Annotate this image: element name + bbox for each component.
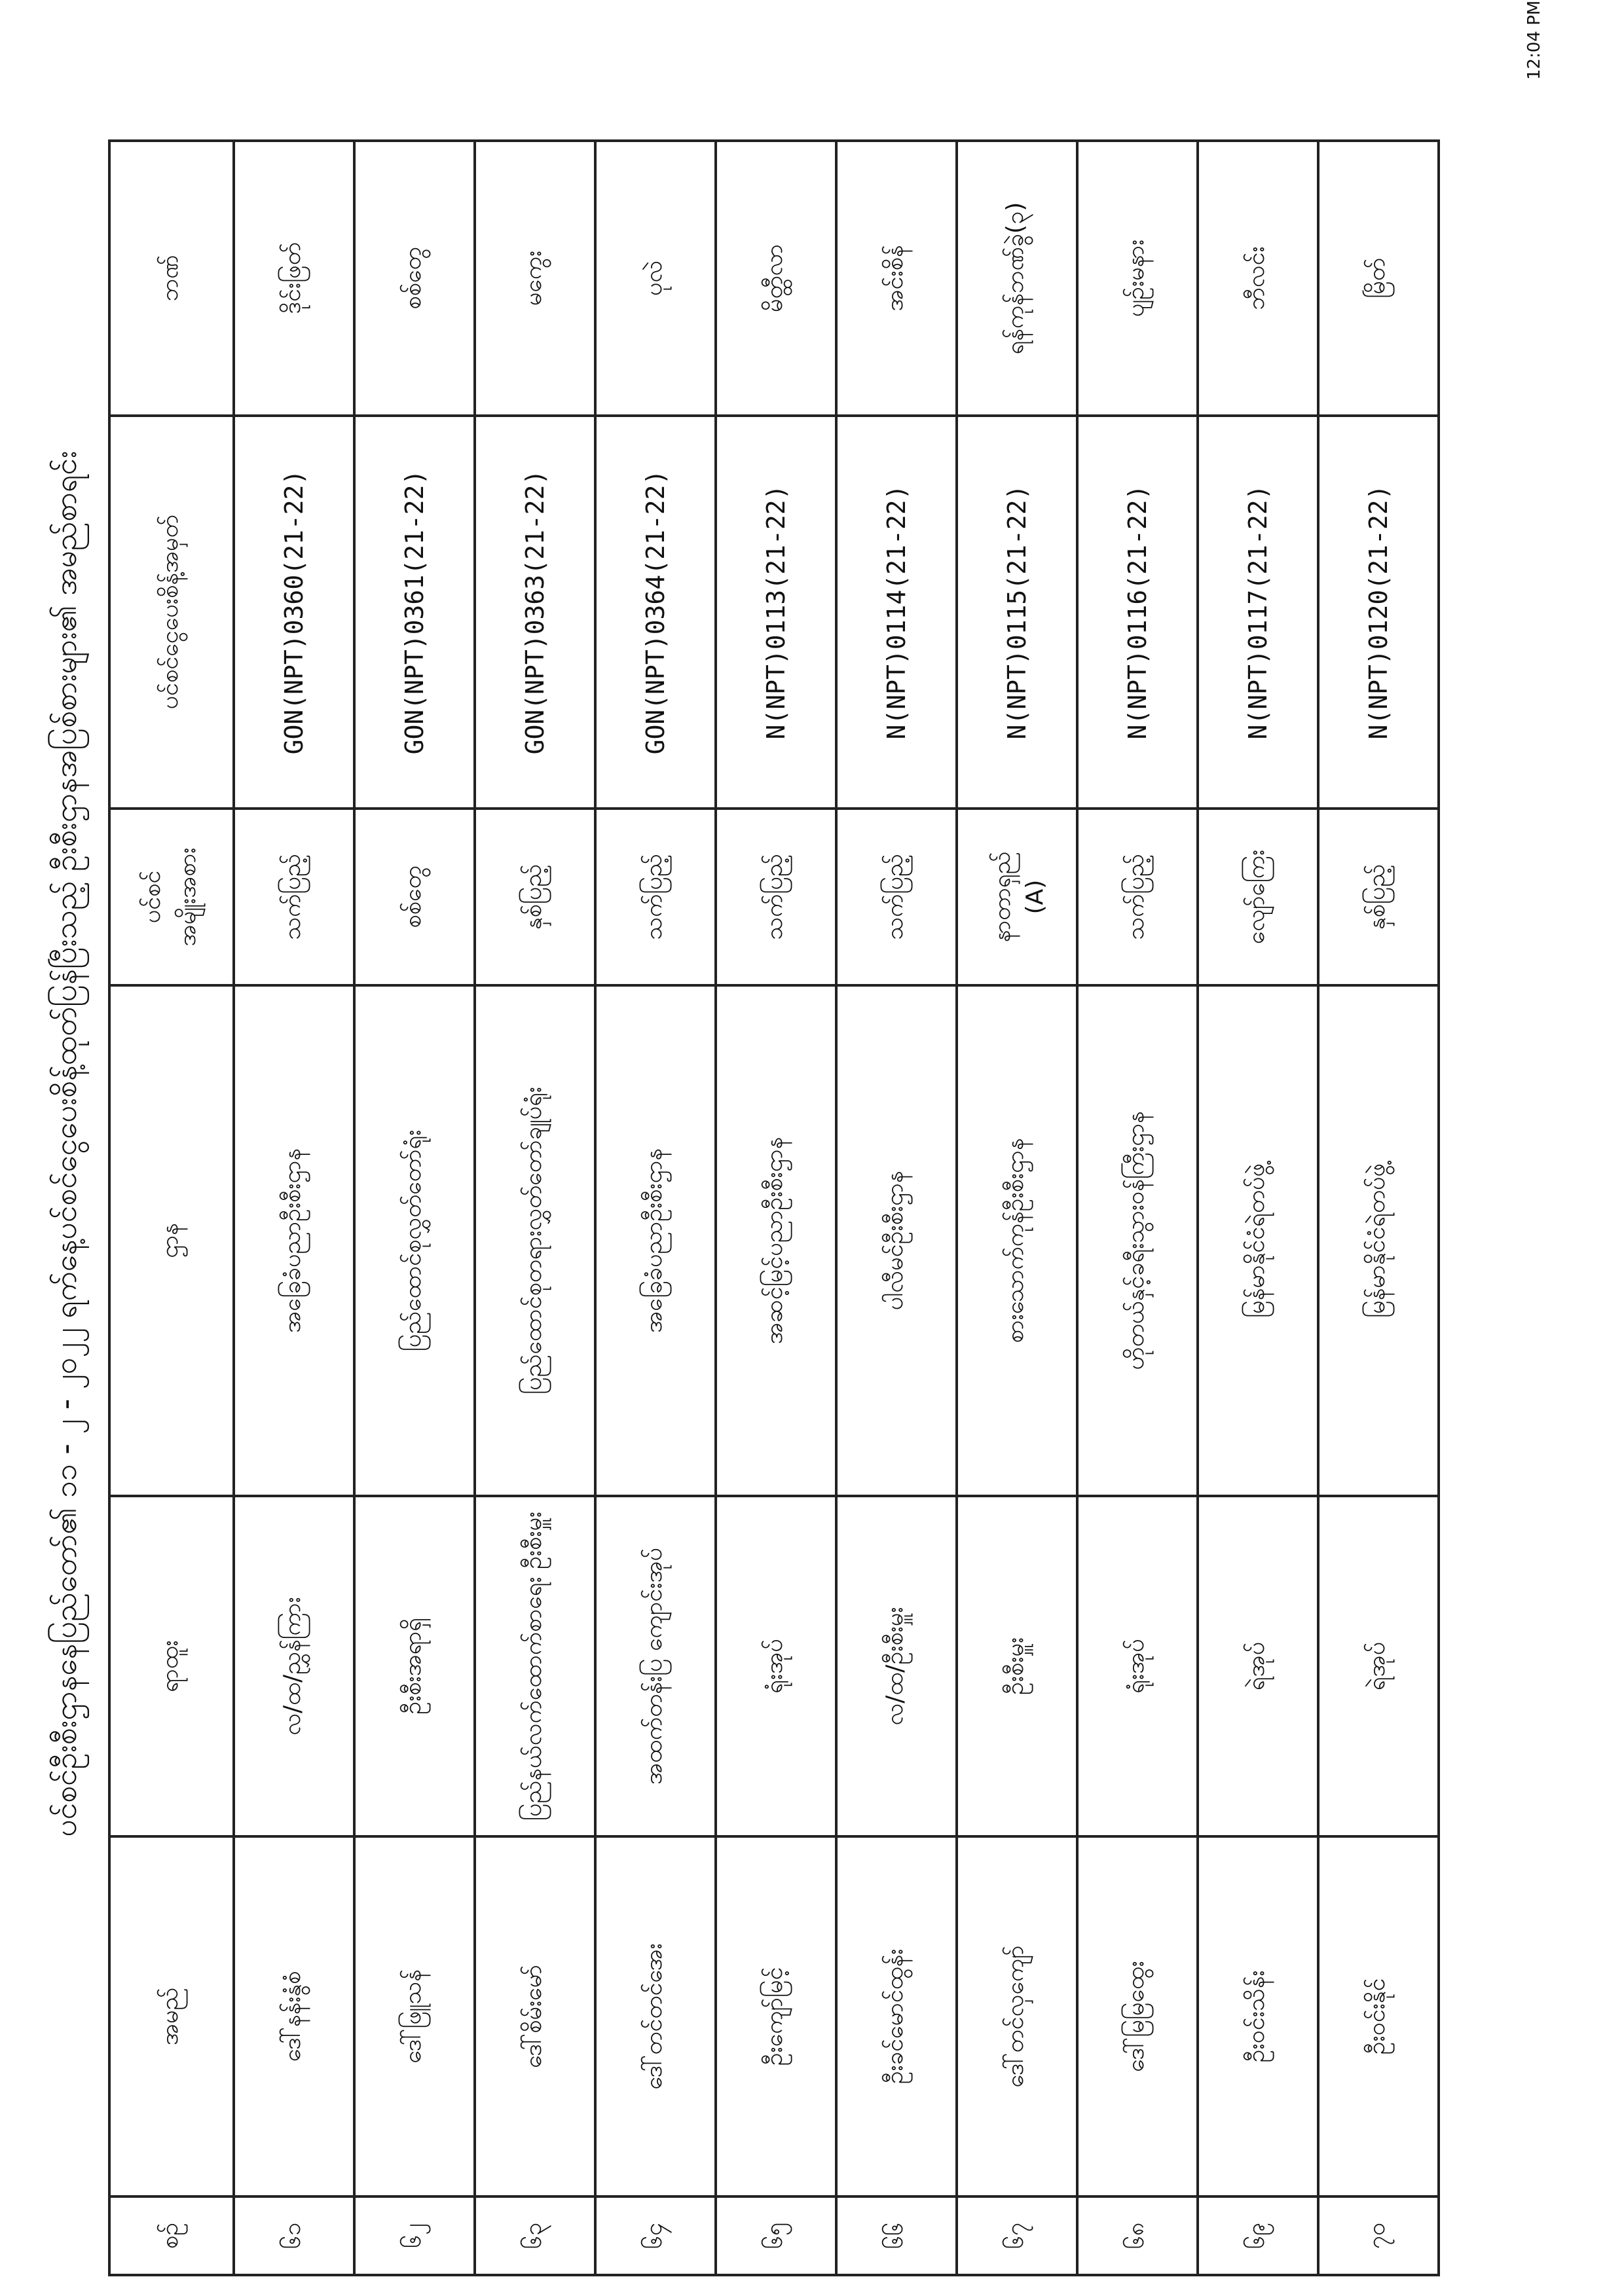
cell-pension-number: GON(NPT)0361(21-22) xyxy=(354,416,475,809)
cell-pension-number: GON(NPT)0360(21-22) xyxy=(234,416,354,809)
table-row xyxy=(836,141,957,2275)
print-timestamp: 12:04 PM xyxy=(1524,0,1544,80)
header-rank: ရာထူး xyxy=(109,1496,234,1836)
pension-type-text: သက်ပြည့် xyxy=(640,854,667,940)
cell-no: ၇၀ xyxy=(1318,2196,1439,2275)
cell-bank: မြိတ် xyxy=(1318,141,1439,416)
header-bank: ဘဏ် xyxy=(109,141,234,416)
cell-name: ဒေါ်တင်တင်အေး xyxy=(595,1836,716,2196)
cell-pension-type xyxy=(354,809,475,985)
cell-no: ၆၇ xyxy=(957,2196,1077,2275)
cell-pension-number: N(NPT)0115(21-22) xyxy=(957,416,1077,809)
header-pension-type-line2: အမျိုးအစား xyxy=(174,847,201,947)
cell-department: ပါလီမင်ဦးစီးဌာန xyxy=(836,985,957,1496)
table-row xyxy=(957,141,1077,2275)
cell-bank: ဘီလင်း xyxy=(1198,141,1318,416)
table-row xyxy=(716,141,836,2275)
cell-no: ၆၂ xyxy=(354,2196,475,2275)
cell-bank: မကွေး xyxy=(475,141,595,416)
cell-department: ပြည်ထောင်စုတရားလွှတ်တော်ချုပ်ရုံး xyxy=(475,985,595,1496)
cell-pension-type xyxy=(1077,809,1198,985)
cell-bank: မိတ္ထီလာ xyxy=(716,141,836,416)
table-header-row xyxy=(109,141,234,2275)
cell-department: မြန်မာနိုင်ငံရဲတပ်ဖွဲ့ xyxy=(1318,985,1439,1496)
cell-rank: ရုံးအုပ် xyxy=(716,1496,836,1836)
table-row xyxy=(475,141,595,2275)
pension-type-sub: (A) xyxy=(1021,879,1048,915)
cell-pension-number: N(NPT)0117(21-22) xyxy=(1198,416,1318,809)
table-row xyxy=(234,141,354,2275)
cell-pension-number: N(NPT)0120(21-22) xyxy=(1318,416,1439,809)
cell-rank: ဦးစီးအရာရှိ xyxy=(354,1496,475,1836)
cell-rank: လ/ထ/ညွှန်ကြား xyxy=(234,1496,354,1836)
cell-name: ဒေါ်ဖြူသန် xyxy=(354,1836,475,2196)
cell-bank: ပုလဲ xyxy=(595,141,716,416)
cell-no: ၆၃ xyxy=(475,2196,595,2275)
cell-no: ၆၅ xyxy=(716,2196,836,2275)
pension-type-text: နှစ်ပြည့် xyxy=(1363,864,1390,930)
cell-no: ၆၆ xyxy=(836,2196,957,2275)
cell-name: ဦးခင်မောင်ထွန်း xyxy=(836,1836,957,2196)
header-department: ဌာန xyxy=(109,985,234,1496)
cell-name: ဒေါ်စိမ်းမော် xyxy=(475,1836,595,2196)
cell-pension-number: N(NPT)0114(21-22) xyxy=(836,416,957,809)
cell-name: ဒေါ်မြမြထွေး xyxy=(1077,1836,1198,2196)
cell-rank: ရုံးအုပ် xyxy=(1077,1496,1198,1836)
cell-no: ၆၈ xyxy=(1077,2196,1198,2275)
header-pension-type xyxy=(109,809,234,985)
cell-pension-type xyxy=(716,809,836,985)
cell-department: ဟိုတယ်နှင့်ခရီးသွားဝန်ကြီးဌာန xyxy=(1077,985,1198,1496)
cell-pension-type xyxy=(1198,809,1318,985)
cell-rank: အထက်တန်းပြ ကျောင်းအုပ် xyxy=(595,1496,716,1836)
cell-department: စားသောက်ကုန်ဦးစီးဌာန xyxy=(957,985,1077,1496)
cell-no: ၆၄ xyxy=(595,2196,716,2275)
cell-rank: လ/ထ/ဦးစီးမှူး xyxy=(836,1496,957,1836)
header-pension-type-line1: ပင်စင် xyxy=(139,870,166,924)
cell-rank: ရဲအုပ် xyxy=(1318,1496,1439,1836)
cell-pension-number: GON(NPT)0363(21-22) xyxy=(475,416,595,809)
cell-pension-type xyxy=(957,809,1077,985)
cell-rank: ရဲအုပ် xyxy=(1198,1496,1318,1836)
pension-type-text: သက်ပြည့် xyxy=(1122,854,1149,940)
header-pension-number: ပင်စင်ငွေပေးစိန့်အမှတ် xyxy=(109,416,234,809)
cell-name: ဦးဝင်းသိန်း xyxy=(1198,1836,1318,2196)
cell-pension-type xyxy=(595,809,716,985)
cell-name: ဦးကျော်မြင့် xyxy=(716,1836,836,2196)
cell-department: ပြည်ထောင်စုလွှတ်တော်ရုံး xyxy=(354,985,475,1496)
cell-name: ဦးဝင်းနိုင် xyxy=(1318,1836,1439,2196)
cell-pension-number: N(NPT)0116(21-22) xyxy=(1077,416,1198,809)
table-row xyxy=(354,141,475,2275)
cell-pension-number: N(NPT)0113(21-22) xyxy=(716,416,836,809)
pension-type-text: နာတာရှည် xyxy=(988,851,1016,943)
table-row xyxy=(595,141,716,2275)
cell-department: အဆင့်မြင့်ပညာဦးစီးဌာန xyxy=(716,985,836,1496)
cell-pension-type xyxy=(475,809,595,985)
cell-department: အခြေခံပညာဦးစီးဌာန xyxy=(234,985,354,1496)
cell-pension-type xyxy=(234,809,354,985)
cell-bank: ရန်ကုန်ဘဏ်ခွဲ(၃) xyxy=(957,141,1077,416)
pension-type-text: သက်ပြည့် xyxy=(279,854,306,940)
pension-type-text: သက်ပြည့် xyxy=(881,854,908,940)
cell-no: ၆၁ xyxy=(234,2196,354,2275)
table-row xyxy=(1318,141,1439,2275)
cell-rank: ဦးစီးမှူး xyxy=(957,1496,1077,1836)
cell-no: ၆၉ xyxy=(1198,2196,1318,2275)
pension-type-text: စစ်တွေ xyxy=(399,866,426,928)
cell-bank: ဒိုင်းဖြတ် xyxy=(234,141,354,416)
pension-type-text: လျော်ကြေး xyxy=(1243,849,1270,945)
cell-name: ဒေါ်နန်းနွံစံ xyxy=(234,1836,354,2196)
cell-department: အခြေခံပညာဦးစီးဌာန xyxy=(595,985,716,1496)
pension-type-text: သက်ပြည့် xyxy=(761,854,788,940)
cell-name: ဒေါ်တင်လှကျော် xyxy=(957,1836,1077,2196)
table-row xyxy=(1077,141,1198,2275)
header-name: အမည် xyxy=(109,1836,234,2196)
pension-table xyxy=(108,139,1440,2276)
cell-bank: ပျဉ်းမနား xyxy=(1077,141,1198,416)
header-no: စဉ် xyxy=(109,2196,234,2275)
document-title: ပင်စင်ဦးစီးဌာနနေပြည်တော်၏ ၁၁ - ၂ - ၂၀၂၂ ရက်နေ့ပင်စင်ငွေပေးစိန့်ထုတ်ပြန်ပြီးသည့် ဦးစီးဌာနအပြစ်စားများ၏ အမည်စာရင်း xyxy=(48,450,83,1837)
pension-type-text: နှစ်ပြည့် xyxy=(520,864,547,930)
cell-bank: စစ်တွေ xyxy=(354,141,475,416)
cell-pension-type xyxy=(836,809,957,985)
cell-department: မြန်မာနိုင်ငံရဲတပ်ဖွဲ့ xyxy=(1198,985,1318,1496)
table-row xyxy=(1198,141,1318,2275)
cell-pension-number: GON(NPT)0364(21-22) xyxy=(595,416,716,809)
cell-bank: အင်းစိန် xyxy=(836,141,957,416)
cell-pension-type xyxy=(1318,809,1439,985)
cell-rank: ပြည်နယ်လက်ထောက်စာရေး ဦးစီးမှူး xyxy=(475,1496,595,1836)
